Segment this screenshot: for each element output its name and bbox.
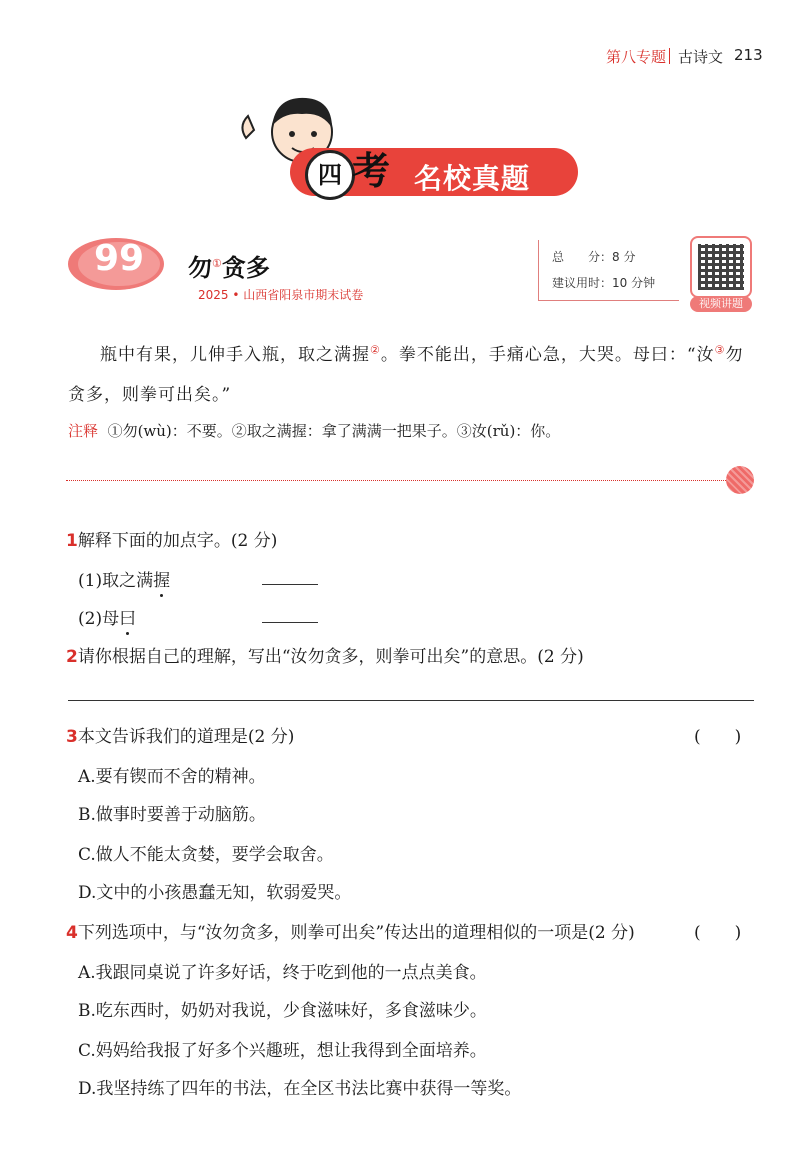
- question-4-option-b[interactable]: B.吃东西时，奶奶对我说，少食滋味好，多食滋味少。: [78, 1001, 487, 1021]
- question-4-option-c[interactable]: C.妈妈给我报了好多个兴趣班，想让我得到全面培养。: [78, 1041, 487, 1061]
- item-2-prefix: (2)母: [78, 609, 120, 629]
- passage-sup-3: ③: [714, 343, 726, 357]
- qr-code[interactable]: [690, 236, 752, 298]
- chapter-label: 第八专题: [605, 48, 666, 66]
- item-2-dotted-char: 曰: [119, 609, 137, 629]
- passage-1a: 瓶中有果，儿伸手入瓶，取之满握: [100, 345, 370, 365]
- question-3-option-b[interactable]: B.做事时要善于动脑筋。: [78, 805, 266, 825]
- header-divider: [669, 48, 670, 64]
- question-3-number: 3: [66, 727, 78, 747]
- question-1: [66, 526, 277, 551]
- passage-1c: 勿: [725, 345, 744, 365]
- banner-number: 四: [305, 150, 355, 200]
- question-1-text: 解释下面的加点字。(2 分): [77, 531, 278, 551]
- notes-text: ①勿(wù)：不要。②取之满握：拿了满满一把果子。③汝(rǔ)：你。: [107, 422, 561, 440]
- piece-number: 99: [93, 238, 145, 279]
- total-score: 总 分：8 分: [552, 250, 636, 264]
- question-3-option-c[interactable]: C.做人不能太贪婪，要学会取舍。: [78, 845, 334, 865]
- answer-blank-2[interactable]: [262, 608, 318, 623]
- video-explain-label[interactable]: 视频讲题: [690, 296, 752, 312]
- answer-blank-1[interactable]: [262, 570, 318, 585]
- question-3-text: 本文告诉我们的道理是(2 分): [77, 727, 295, 747]
- question-4-text: 下列选项中，与“汝勿贪多，则拳可出矣”传达出的道理相似的一项是(2 分): [77, 923, 635, 943]
- piece-title-sup: ①: [212, 257, 222, 270]
- question-4-option-a[interactable]: A.我跟同桌说了许多好话，终于吃到他的一点点美食。: [78, 963, 487, 983]
- piece-title: [188, 248, 270, 283]
- question-3: [66, 722, 294, 747]
- yarn-ball-icon: [726, 466, 754, 494]
- passage-sup-2: ②: [370, 343, 381, 357]
- qr-pattern: [698, 244, 744, 290]
- question-1-item-1: [78, 566, 170, 591]
- question-3-answer-paren[interactable]: ( ): [694, 727, 742, 747]
- question-1-item-2: [78, 604, 136, 629]
- piece-title-first: 勿: [188, 253, 212, 282]
- question-4: [66, 918, 635, 943]
- item-1-prefix: (1)取之满: [78, 571, 154, 591]
- question-4-number: 4: [66, 923, 78, 943]
- question-3-option-d[interactable]: D.文中的小孩愚蠢无知，软弱爱哭。: [78, 883, 352, 903]
- question-4-option-d[interactable]: D.我坚持练了四年的书法，在全区书法比赛中获得一等奖。: [78, 1079, 522, 1099]
- notes-label: 注释: [68, 422, 99, 440]
- answer-line-q2[interactable]: [68, 700, 754, 701]
- question-3-option-a[interactable]: A.要有锲而不舍的精神。: [78, 767, 266, 787]
- piece-source: 2025 • 山西省阳泉市期末试卷: [198, 288, 364, 302]
- piece-title-rest: 贪多: [221, 253, 270, 282]
- question-2: [66, 642, 584, 667]
- question-1-number: 1: [66, 531, 78, 551]
- question-2-text: 请你根据自己的理解，写出“汝勿贪多，则拳可出矣”的意思。(2 分): [77, 647, 584, 667]
- notes: [68, 420, 560, 441]
- passage-line-2: 贪多，则拳可出矣。”: [68, 385, 232, 405]
- dotted-divider: [66, 480, 726, 481]
- suggested-time: 建议用时：10 分钟: [552, 276, 656, 290]
- question-4-answer-paren[interactable]: ( ): [694, 923, 742, 943]
- page-number: 213: [734, 46, 763, 64]
- passage-1b: 。拳不能出，手痛心急，大哭。母曰：“汝: [380, 345, 715, 365]
- banner-kao: 考: [352, 149, 391, 193]
- banner-title: 名校真题: [414, 162, 531, 195]
- passage-line-1: [100, 340, 743, 365]
- question-2-number: 2: [66, 647, 78, 667]
- section-label: 古诗文: [678, 48, 724, 66]
- item-1-dotted-char: 握: [153, 571, 171, 591]
